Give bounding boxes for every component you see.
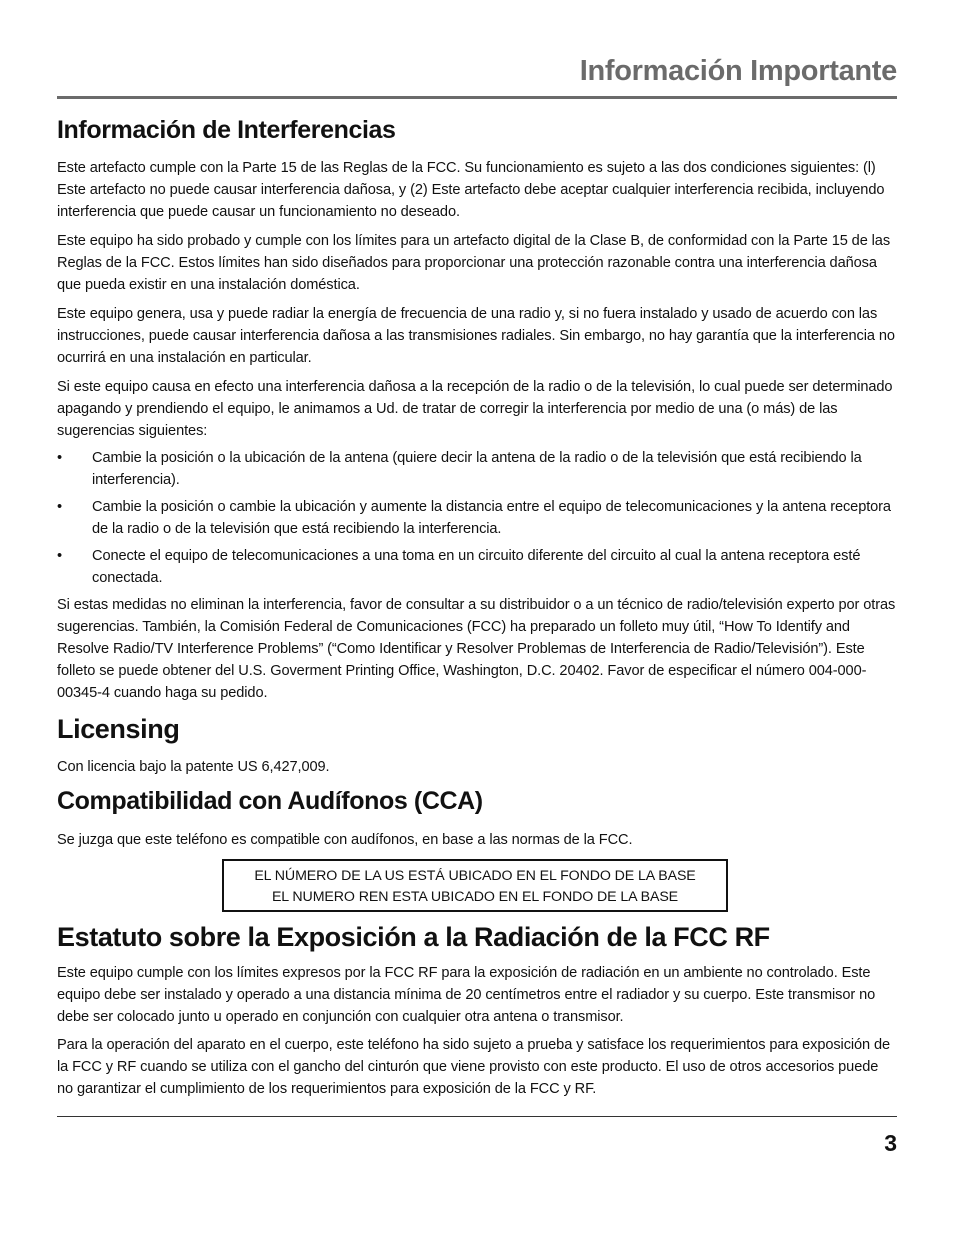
page-number: 3 — [884, 1130, 897, 1156]
interference-paragraph-3: Este equipo genera, usa y puede radiar la energía de frecuencia de una radio y, si no fuera instalado y usado de acuerdo con las instrucciones, puede causar interferencia dañosa a las transmisiones radiales. Sin embargo, no hay garantía que la interferencia no ocurrirá en una instalación en particular. — [57, 306, 895, 366]
suggestion-text: Cambie la posición o la ubicación de la antena (quiere decir la antena de la radio o de la televisión que está recibiendo la interferencia). — [92, 450, 862, 488]
interference-paragraph-2: Este equipo ha sido probado y cumple con los límites para un artefacto digital de la Clase B, de conformidad con la Parte 15 de las Reglas de la FCC. Estos límites han sido diseñados para proporcionar una protección razonable contra una interferencia dañosa que pueda existir en una instalación doméstica. — [57, 233, 891, 293]
us-number-notice: EL NÚMERO DE LA US ESTÁ UBICADO EN EL FONDO DE LA BASE — [254, 868, 696, 884]
footer-divider — [57, 1116, 897, 1117]
suggestion-text: Cambie la posición o cambie la ubicación y aumente la distancia entre el equipo de telecomunicaciones y la antena receptora de la radio o de la televisión que está recibiendo la interferencia. — [92, 499, 891, 537]
rf-exposure-paragraph-1: Este equipo cumple con los límites expresos por la FCC RF para la exposición de radiación en un ambiente no controlado. Este equipo debe ser instalado y operado a una distancia mínima de 20 centímetros entre el radiador y su cuerpo. Este transmisor no debe ser colocado junto u operado en conjunción con cualquier otra antena o transmisor. — [57, 965, 876, 1025]
ren-number-notice: EL NUMERO REN ESTA UBICADO EN EL FONDO DE LA BASE — [271, 889, 679, 905]
bullet-icon: • — [57, 499, 63, 515]
interference-paragraph-4: Si este equipo causa en efecto una interferencia dañosa a la recepción de la radio o de la televisión, lo cual puede ser determinado apagando y prendiendo el equipo, le animamos a Ud. de tratar de corregir la interferencia por medio de una (o más) de las sugerencias siguientes: — [57, 379, 893, 439]
interference-heading: Información de Interferencias — [57, 116, 396, 144]
bullet-icon: • — [57, 548, 63, 564]
licensing-heading: Licensing — [57, 714, 180, 744]
bullet-icon: • — [57, 450, 63, 466]
interference-closing-paragraph: Si estas medidas no eliminan la interferencia, favor de consultar a su distribuidor o a un técnico de radio/televisión experto por otras sugerencias. También, la Comisión Federal de Comunicaciones (FCC) ha preparado un folleto muy útil, “How To Identify and Resolve Radio/TV Interference Problems” (“Como Identificar y Resolver Problemas de Interferencia de Radio/Televisión”). Este folleto se puede obtener del U.S. Goverment Printing Office, Washington, D.C. 20402. Favor de especificar el número 004-000-00345-4 cuando haga su pedido. — [57, 597, 896, 701]
list-item — [57, 496, 897, 540]
hac-heading: Compatibilidad con Audífonos (CCA) — [57, 787, 483, 815]
list-item — [57, 545, 897, 589]
header-divider — [57, 96, 897, 99]
page-header-title: Información Importante — [579, 55, 897, 87]
rf-exposure-paragraph-2: Para la operación del aparato en el cuerpo, este teléfono ha sido sujeto a prueba y satisface los requerimientos para exposición de la FCC y RF cuando se utiliza con el gancho del cinturón que viene provisto con este producto. El uso de otros accesorios puede no garantizar el cumplimiento de los requerimientos para exposición de la FCC y RF. — [57, 1037, 891, 1097]
rf-exposure-heading: Estatuto sobre la Exposición a la Radiación de la FCC RF — [57, 922, 770, 952]
location-notice-box — [222, 859, 728, 912]
licensing-text: Con licencia bajo la patente US 6,427,009. — [57, 759, 330, 775]
list-item — [57, 447, 897, 491]
interference-paragraph-1: Este artefacto cumple con la Parte 15 de las Reglas de la FCC. Su funcionamiento es sujeto a las dos condiciones siguientes: (l) Este artefacto no puede causar interferencia dañosa, y (2) Este artefacto debe aceptar cualquier interferencia recibida, incluyendo interferencia que puede causar un funcionamiento no deseado. — [57, 160, 885, 220]
suggestion-text: Conecte el equipo de telecomunicaciones a una toma en un circuito diferente del circuito al cual la antena receptora esté conectada. — [92, 548, 861, 586]
suggestion-list — [57, 447, 897, 589]
hac-text: Se juzga que este teléfono es compatible con audífonos, en base a las normas de la FCC. — [57, 832, 633, 848]
